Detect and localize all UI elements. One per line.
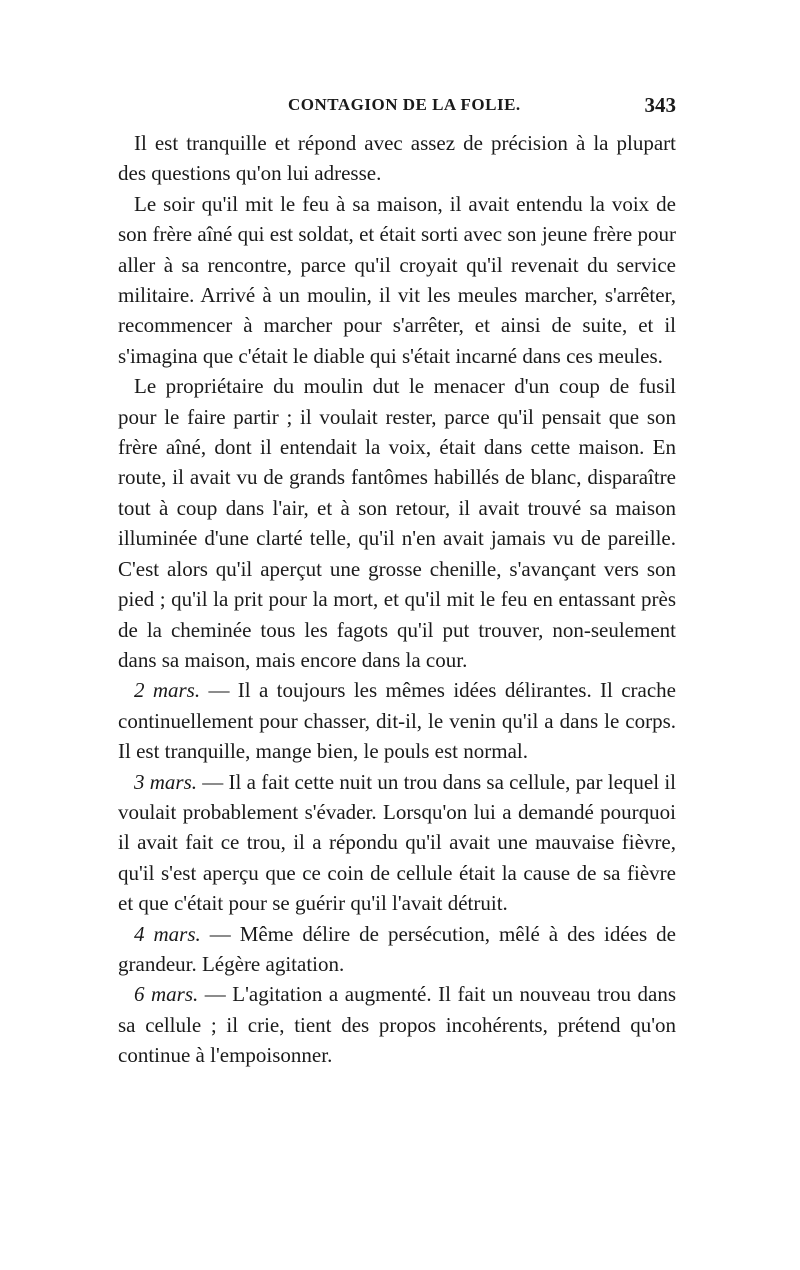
journal-entry xyxy=(118,675,676,766)
entry-text: — Il a fait cette nuit un trou dans sa cellule, par lequel il voulait probablement s'évader. Lorsqu'on lui a demandé pourquoi il avait fait ce trou, il a répondu qu'il avait une mauvaise fièvre, qu'il s'est aperçu que ce coin de cellule était la cause de sa fièvre et que c'était pour se guérir qu'il l'avait détruit. xyxy=(118,769,676,916)
entry-date: 2 mars. xyxy=(134,678,201,703)
entry-date: 4 mars. xyxy=(134,921,201,946)
paragraph-text: Il est tranquille et répond avec assez de précision à la plupart des questions qu'on lui adresse. xyxy=(118,131,676,186)
entry-date: 6 mars. xyxy=(134,982,199,1007)
paragraph xyxy=(118,189,676,371)
journal-entry xyxy=(118,979,676,1070)
paragraph-text: Le propriétaire du moulin dut le menacer d'un coup de fusil pour le faire partir ; il voulait rester, parce qu'il pensait que son frère aîné, dont il entendait la voix, était dans cette maison. En route, il avait vu de grands fantômes habillés de blanc, disparaître tout à coup dans l'air, et à son retour, il avait trouvé sa maison illuminée d'une clarté telle, qu'il n'en avait jamais vu de pareille. C'est alors qu'il aperçut une grosse chenille, s'avançant vers son pied ; qu'il la prit pour la mort, et qu'il mit le feu en entassant près de la cheminée tous les fagots qu'il put trouver, non-seulement dans sa maison, mais encore dans la cour. xyxy=(118,374,676,672)
running-title: CONTAGION DE LA FOLIE. xyxy=(288,95,521,114)
entry-text: — L'agitation a augmenté. Il fait un nouveau trou dans sa cellule ; il crie, tient des propos incohérents, prétend qu'on continue à l'empoisonner. xyxy=(118,982,676,1068)
paragraph-text: Le soir qu'il mit le feu à sa maison, il avait entendu la voix de son frère aîné qui est soldat, et était sorti avec son jeune frère pour aller à sa rencontre, parce qu'il croyait qu'il revenait du service militaire. Arrivé à un moulin, il vit les meules marcher, s'arrêter, recommencer à marcher pour s'arrêter, et ainsi de suite, et il s'imagina que c'était le diable qui s'était incarné dans ces meules. xyxy=(118,191,676,368)
running-head xyxy=(118,90,676,120)
entry-date: 3 mars. xyxy=(134,769,198,794)
paragraph xyxy=(118,371,676,675)
entry-text: — Il a toujours les mêmes idées délirantes. Il crache continuellement pour chasser, dit-il, le venin qu'il a dans le corps. Il est tranquille, mange bien, le pouls est normal. xyxy=(118,678,676,764)
journal-entry xyxy=(118,919,676,980)
journal-entry xyxy=(118,767,676,919)
body-text xyxy=(118,128,676,1071)
page-number: 343 xyxy=(644,93,676,117)
entry-text: — Même délire de persécution, mêlé à des idées de grandeur. Légère agitation. xyxy=(118,921,676,976)
paragraph xyxy=(118,128,676,189)
